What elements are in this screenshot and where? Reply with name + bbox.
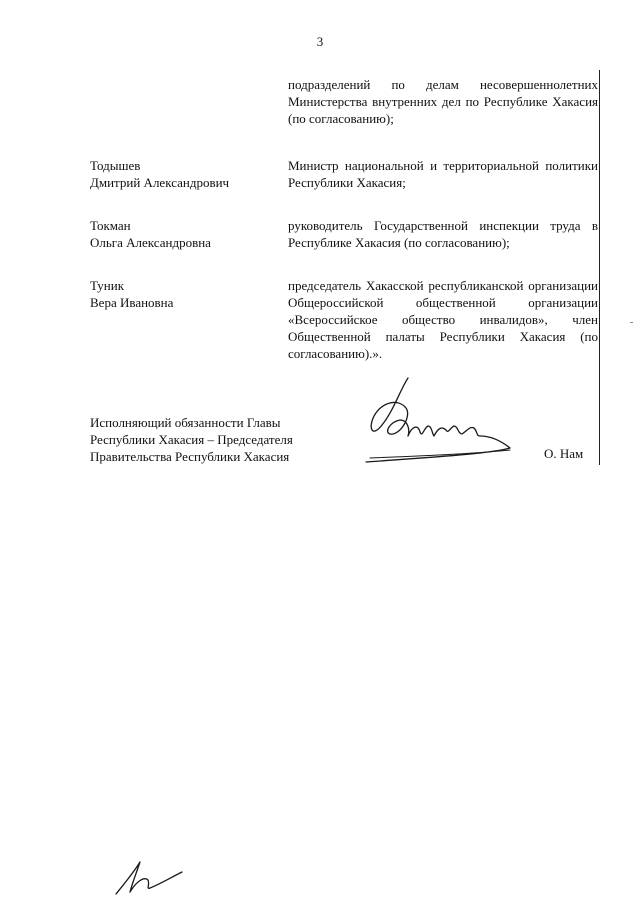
entry-description: руководитель Государственной инспекции труда в Республике Хакасия (по согласованию); xyxy=(288,218,598,250)
position-line: Правительства Республики Хакасия xyxy=(90,449,290,464)
entry-given-names: Ольга Александровна xyxy=(90,235,211,250)
entry-name xyxy=(90,157,280,191)
entry-surname: Туник xyxy=(90,278,125,293)
handwritten-signature xyxy=(360,370,530,470)
entry-surname: Тодышев xyxy=(90,158,141,173)
signer-name: О. Нам xyxy=(544,446,584,461)
entry-description: председатель Хакасской республиканской организации Общероссийской общественной организации «Всероссийское общество инвалидов», член Общественной палаты Республики Хакасия (по согласованию).». xyxy=(288,278,598,361)
position-line: Республики Хакасия – Председателя xyxy=(90,432,293,447)
entry-description: подразделений по делам несовершеннолетних Министерства внутренних дел по Республике Хакасия (по согласованию); xyxy=(288,77,598,126)
entry-description: Министр национальной и территориальной политики Республики Хакасия; xyxy=(288,158,598,190)
margin-mark xyxy=(630,322,633,323)
entry-name xyxy=(90,277,280,311)
entry-surname: Токман xyxy=(90,218,131,233)
entry-name xyxy=(90,217,280,251)
page-number: 3 xyxy=(316,34,324,49)
signatory-position xyxy=(90,414,293,465)
right-edge-line xyxy=(599,70,600,465)
entry-given-names: Вера Ивановна xyxy=(90,295,174,310)
entry-given-names: Дмитрий Александрович xyxy=(90,175,230,190)
handwritten-initials xyxy=(110,858,190,898)
position-line: Исполняющий обязанности Главы xyxy=(90,415,281,430)
